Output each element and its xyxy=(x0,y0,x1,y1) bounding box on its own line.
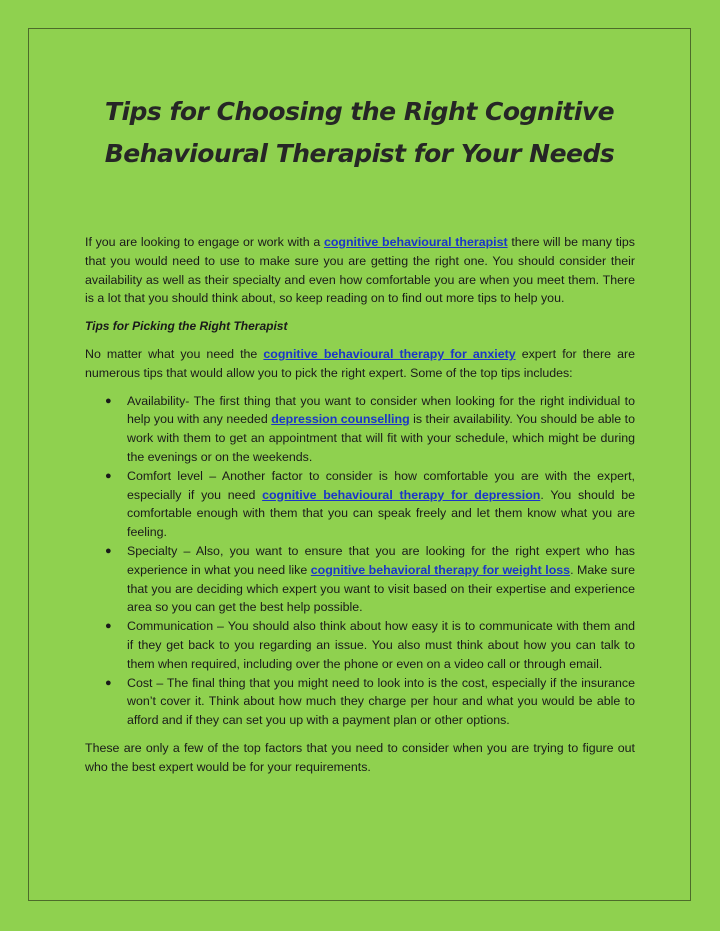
tip-text-before: Availability- The first thing that you want to consider when looking for the right individual to help you with any needed xyxy=(127,393,635,427)
bullet-icon: ● xyxy=(105,394,112,407)
link-cbt-for-weight-loss[interactable]: cognitive behavioral therapy for weight loss xyxy=(310,562,571,577)
link-cbt-for-anxiety[interactable]: cognitive behavioural therapy for anxiety xyxy=(263,346,516,361)
bullet-icon: ● xyxy=(105,544,112,557)
page-frame xyxy=(28,28,691,901)
tip-text-after: . You should be comfortable enough with them that you can speak freely and let them know what you are feeling. xyxy=(127,487,635,540)
paragraph-two xyxy=(85,345,635,383)
bullet-icon: ● xyxy=(105,676,112,689)
list-item xyxy=(85,674,635,730)
intro-text-after: there will be many tips that you would need to use to make sure you are getting the right one. You should consider their availability as well as their specialty and even how comfortable you are when you meet them. There is a lot that you should think about, so keep reading on to find out more tips to help you. xyxy=(85,235,635,306)
title-line-2: Behavioural Therapist for Your Needs xyxy=(104,139,615,168)
tips-list xyxy=(85,392,635,730)
list-item xyxy=(85,542,635,617)
para2-text-before: No matter what you need the xyxy=(85,346,264,361)
tip-text-before: Specialty – Also, you want to ensure that you are looking for the right expert who has experience in what you need like xyxy=(127,543,635,577)
list-item xyxy=(85,617,635,673)
tip-text: Cost – The final thing that you might need to look into is the cost, especially if the insurance won’t cover it. Think about how much they charge per hour and what you would be able to afford and if they can set you up with a payment plan or other options. xyxy=(127,675,635,728)
list-item xyxy=(85,392,635,467)
title-line-1: Tips for Choosing the Right Cognitive xyxy=(104,97,615,126)
subheading: Tips for Picking the Right Therapist xyxy=(85,319,288,334)
link-cognitive-behavioural-therapist[interactable]: cognitive behavioural therapist xyxy=(323,235,508,249)
tip-text-before: Comfort level – Another factor to consider is how comfortable you are with the expert, especially if you need xyxy=(127,468,635,502)
tip-text-after: . Make sure that you are deciding which expert you want to visit based on their expertise and experience area so you can get the best help possible. xyxy=(127,562,635,615)
page-title xyxy=(29,91,690,175)
bullet-icon: ● xyxy=(105,469,112,482)
intro-text-before: If you are looking to engage or work with a xyxy=(85,235,324,249)
tip-text-after: is their availability. You should be able to work with them to get an appointment that will fit with your schedule, which might be during the evenings or on the weekends. xyxy=(127,412,636,464)
closing-paragraph: These are only a few of the top factors that you need to consider when you are trying to figure out who the best expert would be for your requirements. xyxy=(85,740,635,774)
list-item xyxy=(85,467,635,542)
intro-paragraph xyxy=(85,233,635,308)
article-body xyxy=(85,233,635,786)
tip-text: Communication – You should also think about how easy it is to communicate with them and if they get back to you regarding an issue. You also must think about how you can talk to them when required, including over the phone or even on a video call or through email. xyxy=(127,619,635,671)
para2-text-after: expert for there are numerous tips that would allow you to pick the right expert. Some of the top tips includes: xyxy=(85,346,635,380)
link-depression-counselling[interactable]: depression counselling xyxy=(271,412,410,427)
link-cbt-for-depression[interactable]: cognitive behavioural therapy for depression xyxy=(262,487,541,502)
bullet-icon: ● xyxy=(105,620,112,633)
